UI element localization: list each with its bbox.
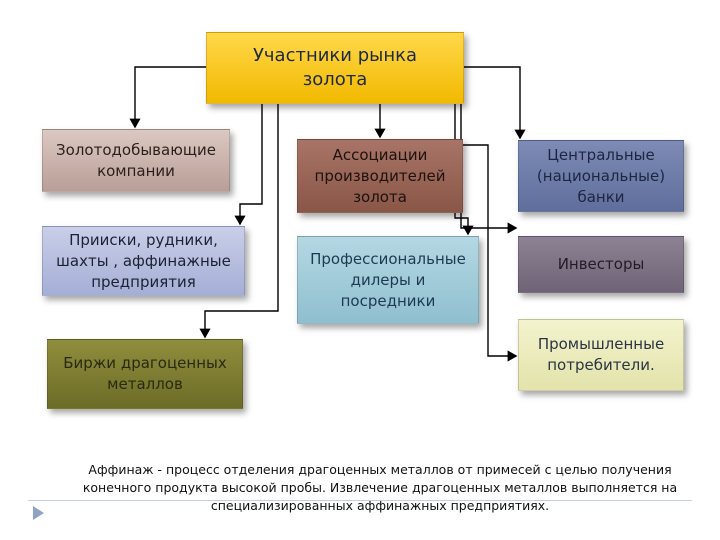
connector-gold-companies xyxy=(135,67,206,127)
node-label: Ассоциации производителей золота xyxy=(314,145,446,206)
root-label: Участники рынка золота xyxy=(252,45,418,90)
node-gold-companies xyxy=(42,129,230,192)
node-label: Прииски, рудники, шахты , аффинажные предприятия xyxy=(56,230,231,291)
triangle-bullet-icon xyxy=(32,505,46,521)
connector-mines xyxy=(240,104,262,224)
divider xyxy=(28,500,692,501)
node-label: Центральные (национальные) банки xyxy=(536,145,666,206)
node-label: Промышленные потребители. xyxy=(537,335,665,374)
node-exchanges xyxy=(47,339,243,409)
footnote-text: Аффинаж - процесс отделения драгоценных металлов от примесей с целью получения конечного продукта высокой пробы. Извлечение драгоценных металлов выполняется на специализированных аффинажных предприятиях. xyxy=(82,462,678,513)
node-investors xyxy=(518,236,684,293)
root-node xyxy=(206,32,464,104)
node-label: Золотодобывающие компании xyxy=(56,140,216,180)
node-label: Инвесторы xyxy=(557,255,645,273)
connector-central-banks xyxy=(464,67,520,138)
node-label: Профессиональные дилеры и посредники xyxy=(310,249,466,310)
node-dealers xyxy=(297,236,479,324)
node-consumers xyxy=(518,319,684,391)
node-associations xyxy=(297,139,463,213)
node-label: Биржи драгоценных металлов xyxy=(63,354,227,393)
node-mines xyxy=(42,226,245,296)
node-central-banks xyxy=(518,140,684,212)
